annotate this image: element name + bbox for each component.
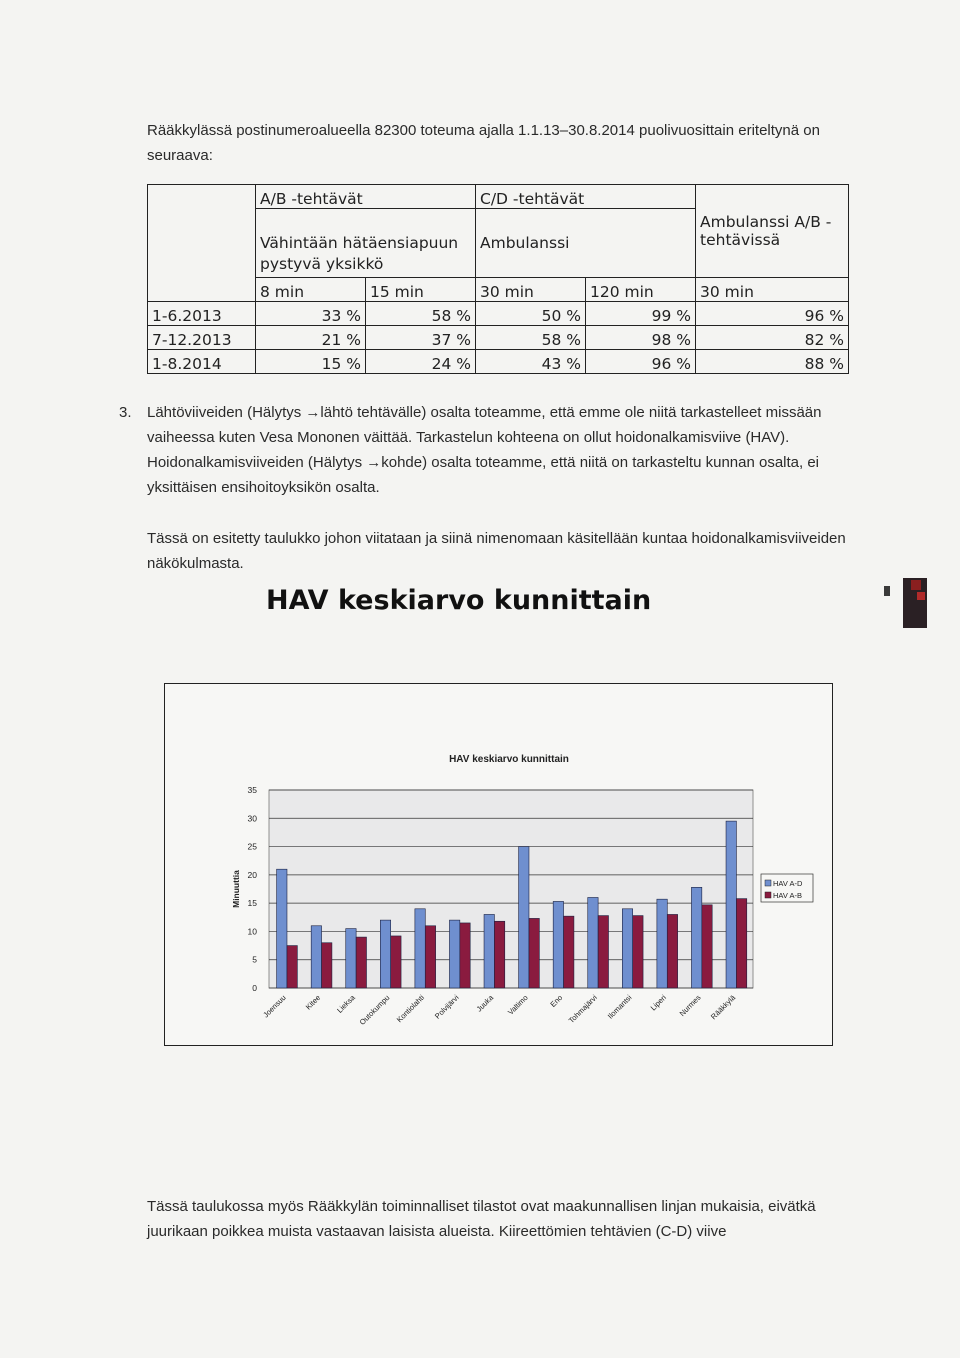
x-tick-label: Rääkkylä bbox=[708, 993, 738, 1022]
header-ab-tasks: A/B -tehtävät bbox=[256, 185, 476, 209]
paragraph-3-text: Lähtöviiveiden (Hälytys →lähtö tehtävälle) osalta toteamme, että emme ole niitä tarkastelleet missään vaiheessa kuten Vesa Mononen väittää. Tarkastelun kohteena on ollut hoidonalkamisviive (HAV). Hoidonalkamisviiveiden (Hälytys →kohde) osalta toteamme, että niitä on tarkasteltu kunnan osalta, ei yksittäisen ensihoitoyksikön osalta. bbox=[147, 404, 822, 496]
header-min-unit: Vähintään hätäensiapuun pystyvä yksikkö bbox=[256, 209, 476, 278]
value-cell: 15 % bbox=[256, 350, 366, 374]
value-cell: 98 % bbox=[586, 326, 696, 350]
bar-hav-a-d bbox=[380, 920, 390, 988]
paragraph-3 bbox=[119, 400, 867, 500]
bar-hav-a-d bbox=[415, 909, 425, 988]
bar-hav-a-b bbox=[425, 926, 435, 988]
hav-heading: HAV keskiarvo kunnittain bbox=[266, 585, 652, 616]
hav-bar-chart bbox=[165, 684, 832, 1045]
x-tick-label: Outokumpu bbox=[357, 993, 392, 1027]
value-cell: 96 % bbox=[586, 350, 696, 374]
x-tick-label: Kontiolahti bbox=[394, 993, 426, 1025]
value-cell: 33 % bbox=[256, 302, 366, 326]
bar-hav-a-b bbox=[460, 923, 470, 988]
bar-hav-a-b bbox=[736, 899, 746, 988]
value-cell: 24 % bbox=[366, 350, 476, 374]
y-tick-label: 25 bbox=[247, 841, 257, 852]
bar-hav-a-d bbox=[622, 909, 632, 988]
time-cell: 30 min bbox=[696, 278, 849, 302]
value-cell: 82 % bbox=[696, 326, 849, 350]
scan-mark bbox=[884, 586, 890, 596]
y-tick-label: 15 bbox=[247, 898, 257, 909]
value-cell: 99 % bbox=[586, 302, 696, 326]
legend-swatch bbox=[765, 892, 771, 898]
time-cell: 30 min bbox=[476, 278, 586, 302]
x-tick-label: Nurmes bbox=[677, 993, 703, 1018]
response-time-table bbox=[147, 184, 849, 374]
bar-hav-a-b bbox=[529, 918, 539, 988]
bar-hav-a-b bbox=[391, 936, 401, 988]
corner-logo-mark bbox=[903, 578, 927, 628]
bar-hav-a-b bbox=[287, 946, 297, 988]
x-tick-label: Joensuu bbox=[261, 993, 288, 1020]
header-ambulance-ab: Ambulanssi A/B -tehtävissä bbox=[696, 185, 849, 278]
chart-title: HAV keskiarvo kunnittain bbox=[449, 754, 569, 765]
bar-hav-a-b bbox=[598, 916, 608, 988]
x-tick-label: Valtimo bbox=[506, 993, 530, 1017]
time-cell: 15 min bbox=[366, 278, 476, 302]
bar-hav-a-d bbox=[277, 869, 287, 988]
x-tick-label: Liperi bbox=[648, 993, 668, 1013]
bar-hav-a-d bbox=[657, 899, 667, 988]
y-tick-label: 5 bbox=[252, 954, 257, 965]
table-row bbox=[148, 350, 849, 374]
bar-hav-a-d bbox=[553, 901, 563, 988]
table-header-row bbox=[148, 185, 849, 209]
y-tick-label: 30 bbox=[247, 813, 257, 824]
table-times-row bbox=[148, 278, 849, 302]
bar-hav-a-b bbox=[322, 943, 332, 988]
bar-hav-a-b bbox=[494, 921, 504, 988]
header-ambulance: Ambulanssi bbox=[476, 209, 696, 278]
bar-hav-a-d bbox=[449, 920, 459, 988]
value-cell: 96 % bbox=[696, 302, 849, 326]
list-number: 3. bbox=[119, 404, 132, 421]
x-tick-label: Polvijärvi bbox=[432, 993, 461, 1021]
y-tick-label: 35 bbox=[247, 785, 257, 795]
x-tick-label: Kitee bbox=[303, 993, 323, 1012]
legend-label: HAV A-B bbox=[773, 891, 803, 900]
table-corner-cell bbox=[148, 185, 256, 209]
bar-hav-a-b bbox=[667, 914, 677, 988]
time-cell: 120 min bbox=[586, 278, 696, 302]
x-tick-label: Tohmajärvi bbox=[566, 993, 599, 1026]
bar-hav-a-d bbox=[519, 847, 529, 988]
bar-hav-a-d bbox=[484, 914, 494, 988]
bar-hav-a-b bbox=[356, 937, 366, 988]
header-cd-tasks: C/D -tehtävät bbox=[476, 185, 696, 209]
value-cell: 88 % bbox=[696, 350, 849, 374]
period-cell: 1-8.2014 bbox=[148, 350, 256, 374]
bar-hav-a-b bbox=[564, 916, 574, 988]
x-tick-label: Eno bbox=[548, 993, 565, 1009]
value-cell: 58 % bbox=[476, 326, 586, 350]
legend-swatch bbox=[765, 880, 771, 886]
value-cell: 58 % bbox=[366, 302, 476, 326]
bar-hav-a-d bbox=[588, 897, 598, 988]
paragraph-5: Tässä taulukossa myös Rääkkylän toiminnalliset tilastot ovat maakunnallisen linjan mukaisia, eivätkä juurikaan poikkea muista vastaavan laisista alueista. Kiireettömien tehtävien (C-D) viive bbox=[147, 1198, 816, 1240]
value-cell: 43 % bbox=[476, 350, 586, 374]
value-cell: 21 % bbox=[256, 326, 366, 350]
value-cell: 50 % bbox=[476, 302, 586, 326]
legend-label: HAV A-D bbox=[773, 879, 803, 888]
value-cell: 37 % bbox=[366, 326, 476, 350]
bar-hav-a-d bbox=[311, 926, 321, 988]
chart-frame bbox=[164, 683, 833, 1046]
y-tick-label: 10 bbox=[247, 926, 257, 937]
bar-hav-a-d bbox=[691, 887, 701, 988]
x-tick-label: Juuka bbox=[474, 993, 496, 1014]
bar-hav-a-b bbox=[633, 916, 643, 988]
y-axis-label: Minuuttia bbox=[231, 870, 241, 908]
intro-paragraph: Rääkkylässä postinumeroalueella 82300 toteuma ajalla 1.1.13–30.8.2014 puolivuosittain eriteltynä on seuraava: bbox=[147, 122, 820, 164]
time-cell: 8 min bbox=[256, 278, 366, 302]
table-row bbox=[148, 302, 849, 326]
period-cell: 1-6.2013 bbox=[148, 302, 256, 326]
bar-hav-a-b bbox=[702, 905, 712, 988]
period-cell: 7-12.2013 bbox=[148, 326, 256, 350]
y-tick-label: 20 bbox=[247, 869, 257, 880]
x-tick-label: Ilomantsi bbox=[605, 993, 634, 1021]
bar-hav-a-d bbox=[346, 929, 356, 988]
plot-area bbox=[269, 790, 753, 988]
paragraph-4: Tässä on esitetty taulukko johon viitataan ja siinä nimenomaan käsitellään kuntaa hoidonalkamisviiveiden näkökulmasta. bbox=[147, 530, 846, 572]
x-tick-label: Lieksa bbox=[335, 993, 357, 1015]
bar-hav-a-d bbox=[726, 821, 736, 988]
table-row bbox=[148, 326, 849, 350]
y-tick-label: 0 bbox=[252, 983, 257, 993]
